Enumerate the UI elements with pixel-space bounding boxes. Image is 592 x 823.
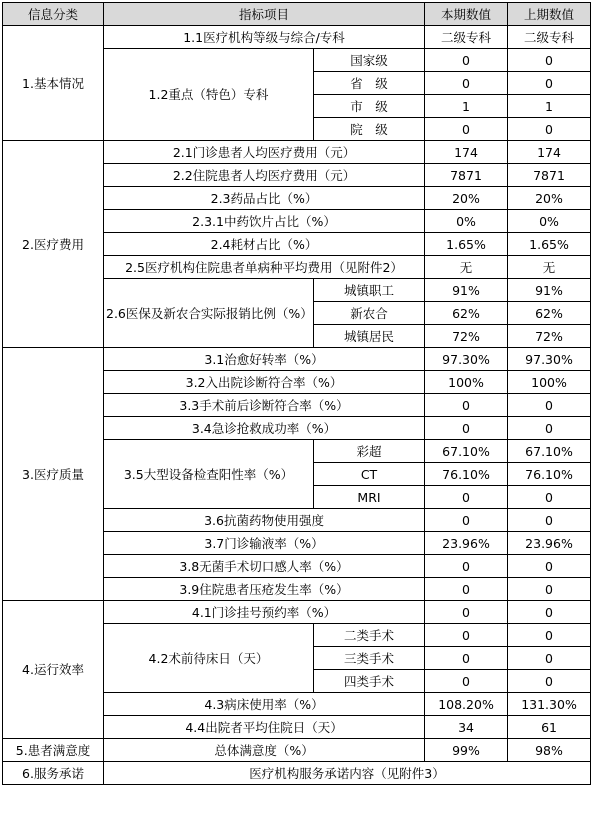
indicator-label: 2.3.1中药饮片占比（%） — [104, 210, 425, 233]
previous-value: 100% — [508, 371, 591, 394]
sub-indicator-label: 新农合 — [314, 302, 425, 325]
previous-value: 23.96% — [508, 532, 591, 555]
current-value: 0 — [425, 555, 508, 578]
previous-value: 61 — [508, 716, 591, 739]
current-value: 1.65% — [425, 233, 508, 256]
current-value: 1 — [425, 95, 508, 118]
indicator-label: 医疗机构服务承诺内容（见附件3） — [104, 762, 591, 785]
previous-value: 72% — [508, 325, 591, 348]
table-row — [3, 739, 591, 762]
sub-indicator-label: 三类手术 — [314, 647, 425, 670]
previous-value: 0 — [508, 647, 591, 670]
header-current: 本期数值 — [425, 3, 508, 26]
previous-value: 1.65% — [508, 233, 591, 256]
sub-indicator-label: 市 级 — [314, 95, 425, 118]
current-value: 62% — [425, 302, 508, 325]
current-value: 0 — [425, 49, 508, 72]
indicator-label: 总体满意度（%） — [104, 739, 425, 762]
sub-indicator-label: 国家级 — [314, 49, 425, 72]
indicator-label: 4.3病床使用率（%） — [104, 693, 425, 716]
current-value: 99% — [425, 739, 508, 762]
previous-value: 131.30% — [508, 693, 591, 716]
current-value: 174 — [425, 141, 508, 164]
previous-value: 67.10% — [508, 440, 591, 463]
previous-value: 0 — [508, 670, 591, 693]
sub-indicator-label: 城镇职工 — [314, 279, 425, 302]
previous-value: 0 — [508, 555, 591, 578]
header-row — [3, 3, 591, 26]
table-row — [3, 26, 591, 49]
previous-value: 二级专科 — [508, 26, 591, 49]
indicator-label: 1.2重点（特色）专科 — [104, 49, 314, 141]
indicator-label: 2.5医疗机构住院患者单病种平均费用（见附件2） — [104, 256, 425, 279]
previous-value: 174 — [508, 141, 591, 164]
current-value: 0 — [425, 394, 508, 417]
indicator-label: 2.3药品占比（%） — [104, 187, 425, 210]
current-value: 0 — [425, 647, 508, 670]
current-value: 67.10% — [425, 440, 508, 463]
header-previous: 上期数值 — [508, 3, 591, 26]
indicator-label: 3.6抗菌药物使用强度 — [104, 509, 425, 532]
current-value: 0 — [425, 601, 508, 624]
current-value: 0 — [425, 118, 508, 141]
sub-indicator-label: 院 级 — [314, 118, 425, 141]
indicator-label: 2.1门诊患者人均医疗费用（元） — [104, 141, 425, 164]
category-cell: 6.服务承诺 — [3, 762, 104, 785]
indicator-label: 2.6医保及新农合实际报销比例（%） — [104, 279, 314, 348]
current-value: 0 — [425, 72, 508, 95]
table-row — [3, 348, 591, 371]
current-value: 100% — [425, 371, 508, 394]
previous-value: 0 — [508, 72, 591, 95]
current-value: 108.20% — [425, 693, 508, 716]
category-cell: 4.运行效率 — [3, 601, 104, 739]
indicator-label: 3.8无菌手术切口感人率（%） — [104, 555, 425, 578]
previous-value: 91% — [508, 279, 591, 302]
previous-value: 0% — [508, 210, 591, 233]
sub-indicator-label: 城镇居民 — [314, 325, 425, 348]
previous-value: 97.30% — [508, 348, 591, 371]
previous-value: 1 — [508, 95, 591, 118]
previous-value: 0 — [508, 118, 591, 141]
table-row — [3, 601, 591, 624]
indicator-label: 3.9住院患者压疮发生率（%） — [104, 578, 425, 601]
category-cell: 2.医疗费用 — [3, 141, 104, 348]
previous-value: 0 — [508, 486, 591, 509]
table-row — [3, 762, 591, 785]
indicator-label: 3.7门诊输液率（%） — [104, 532, 425, 555]
indicator-label: 4.1门诊挂号预约率（%） — [104, 601, 425, 624]
current-value: 二级专科 — [425, 26, 508, 49]
category-cell: 1.基本情况 — [3, 26, 104, 141]
previous-value: 20% — [508, 187, 591, 210]
sub-indicator-label: MRI — [314, 486, 425, 509]
current-value: 0 — [425, 486, 508, 509]
sub-indicator-label: 省 级 — [314, 72, 425, 95]
indicator-label: 3.5大型设备检查阳性率（%） — [104, 440, 314, 509]
header-category: 信息分类 — [3, 3, 104, 26]
current-value: 0 — [425, 509, 508, 532]
indicator-label: 4.4出院者平均住院日（天） — [104, 716, 425, 739]
indicator-label: 1.1医疗机构等级与综合/专科 — [104, 26, 425, 49]
sub-indicator-label: 二类手术 — [314, 624, 425, 647]
previous-value: 0 — [508, 509, 591, 532]
info-table — [2, 2, 591, 785]
previous-value: 0 — [508, 394, 591, 417]
indicator-label: 2.4耗材占比（%） — [104, 233, 425, 256]
previous-value: 0 — [508, 624, 591, 647]
indicator-label: 3.4急诊抢救成功率（%） — [104, 417, 425, 440]
current-value: 34 — [425, 716, 508, 739]
current-value: 20% — [425, 187, 508, 210]
previous-value: 0 — [508, 49, 591, 72]
header-indicator: 指标项目 — [104, 3, 425, 26]
current-value: 23.96% — [425, 532, 508, 555]
current-value: 72% — [425, 325, 508, 348]
current-value: 无 — [425, 256, 508, 279]
indicator-label: 3.3手术前后诊断符合率（%） — [104, 394, 425, 417]
sub-indicator-label: 四类手术 — [314, 670, 425, 693]
previous-value: 无 — [508, 256, 591, 279]
previous-value: 76.10% — [508, 463, 591, 486]
previous-value: 98% — [508, 739, 591, 762]
indicator-label: 3.2入出院诊断符合率（%） — [104, 371, 425, 394]
sub-indicator-label: 彩超 — [314, 440, 425, 463]
category-cell: 3.医疗质量 — [3, 348, 104, 601]
current-value: 7871 — [425, 164, 508, 187]
current-value: 0 — [425, 670, 508, 693]
sub-indicator-label: CT — [314, 463, 425, 486]
current-value: 97.30% — [425, 348, 508, 371]
current-value: 0 — [425, 417, 508, 440]
table-row — [3, 141, 591, 164]
current-value: 0 — [425, 578, 508, 601]
previous-value: 0 — [508, 578, 591, 601]
previous-value: 7871 — [508, 164, 591, 187]
previous-value: 62% — [508, 302, 591, 325]
indicator-label: 2.2住院患者人均医疗费用（元） — [104, 164, 425, 187]
current-value: 0% — [425, 210, 508, 233]
indicator-label: 4.2术前待床日（天） — [104, 624, 314, 693]
previous-value: 0 — [508, 417, 591, 440]
current-value: 0 — [425, 624, 508, 647]
previous-value: 0 — [508, 601, 591, 624]
indicator-label: 3.1治愈好转率（%） — [104, 348, 425, 371]
category-cell: 5.患者满意度 — [3, 739, 104, 762]
current-value: 76.10% — [425, 463, 508, 486]
current-value: 91% — [425, 279, 508, 302]
